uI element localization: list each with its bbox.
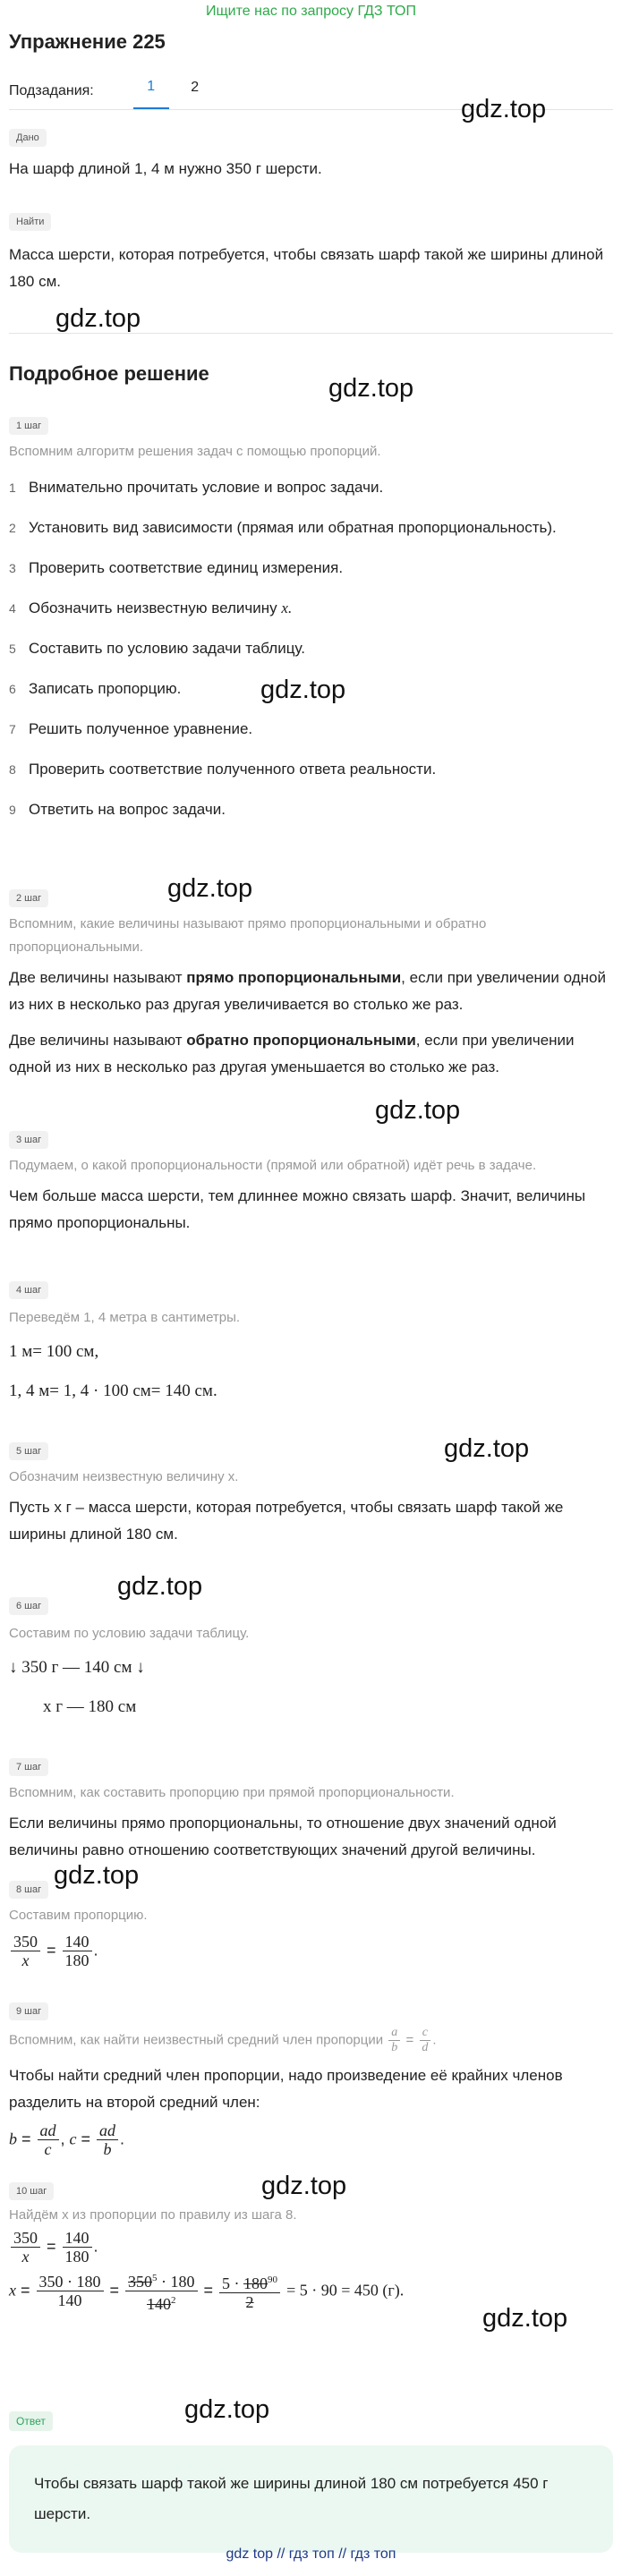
watermark: gdz.top <box>55 304 141 333</box>
given-badge: Дано <box>9 129 47 147</box>
solution-formula: x = $\frac{350 \cdot 180}{140}$ = $\frac{350^5 \cdot 180}{140^2}$ = $\frac{5 \cdot 180^{90}}{2}$ = 5 · 90 = 450 (г). <box>9 2269 613 2313</box>
step-7 <box>9 1756 613 1864</box>
list-item: 3 Проверить соответствие единиц измерения. <box>9 559 344 576</box>
step-6 <box>9 1595 613 1721</box>
step-intro: Вспомним алгоритм решения задач с помощью пропорций. <box>9 444 381 459</box>
proportion-formula: $\frac{350}{x}$ = $\frac{140}{180}$ . <box>9 1933 613 1969</box>
answer-section <box>9 2411 613 2431</box>
solution-section <box>9 362 613 386</box>
step-badge: 6 шаг <box>9 1597 48 1615</box>
watermark: gdz.top <box>482 2304 568 2333</box>
footer-links[interactable]: gdz top // гдз топ // гдз топ <box>226 2546 396 2562</box>
step-intro: Вспомним, какие величины называют прямо пропорциональными и обратно пропорциональными. <box>9 916 487 955</box>
conversion-line-1: 1 м= 100 см, <box>9 1342 99 1361</box>
page-title: Упражнение 225 <box>9 30 166 53</box>
list-item: 2 Установить вид зависимости (прямая или обратная пропорциональность). <box>9 519 557 536</box>
proportion-formula: $\frac{350}{x}$ = $\frac{140}{180}$ . <box>9 2229 613 2266</box>
algorithm-list <box>9 474 613 823</box>
tab-subtask-1[interactable]: 1 <box>133 73 169 109</box>
step-text: Если величины прямо пропорциональны, то отношение двух значений одной величины равно отношению соответствующих значений другой величины. <box>9 1815 557 1858</box>
find-badge: Найти <box>9 213 51 231</box>
step-badge: 9 шаг <box>9 2002 48 2020</box>
step-intro: Составим пропорцию. <box>9 1908 148 1923</box>
watermark: gdz.top <box>444 1434 530 1463</box>
watermark: gdz.top <box>461 95 547 123</box>
table-row-1: ↓ 350 г — 140 см ↓ <box>9 1658 145 1677</box>
step-1 <box>9 415 613 837</box>
list-item: 5 Составить по условию задачи таблицу. <box>9 640 305 657</box>
top-search-link[interactable]: Ищите нас по запросу ГДЗ ТОП <box>206 4 416 19</box>
watermark: gdz.top <box>375 1096 461 1125</box>
step-intro: Найдём x из пропорции по правилу из шага 8. <box>9 2207 297 2223</box>
step-4 <box>9 1279 613 1405</box>
step-badge: 3 шаг <box>9 1131 48 1149</box>
watermark: gdz.top <box>54 1861 140 1890</box>
list-item: 7 Решить полученное уравнение. <box>9 720 253 737</box>
watermark: gdz.top <box>328 374 414 403</box>
step-text: Пусть x г – масса шерсти, которая потребуется, чтобы связать шарф такой же ширины длиной 180 см. <box>9 1499 564 1543</box>
watermark: gdz.top <box>184 2395 270 2424</box>
answer-box: Чтобы связать шарф такой же ширины длиной 180 см потребуется 450 г шерсти. <box>9 2445 613 2553</box>
subtasks-label: Подзадания: <box>9 83 94 98</box>
step-9 <box>9 2001 613 2158</box>
step-badge: 4 шаг <box>9 1281 48 1299</box>
tab-subtask-2[interactable]: 2 <box>191 80 200 95</box>
step-text: Чтобы найти средний член пропорции, надо произведение её крайних членов разделить на второй средний член: <box>9 2067 563 2111</box>
find-text: Масса шерсти, которая потребуется, чтобы связать шарф такой же ширины длиной 180 см. <box>9 246 604 290</box>
step-8 <box>9 1879 613 1969</box>
list-item: 1 Внимательно прочитать условие и вопрос задачи. <box>9 479 384 496</box>
given-section <box>9 127 613 183</box>
watermark: gdz.top <box>260 676 346 704</box>
step-intro: Вспомним, как составить пропорцию при прямой пропорциональности. <box>9 1785 455 1800</box>
step-badge: 7 шаг <box>9 1758 48 1776</box>
direct-proportion-text: Две величины называют прямо пропорциональными, если при увеличении одной из них в несколько раз другая увеличивается во столько же раз. <box>9 969 606 1013</box>
step-badge: 8 шаг <box>9 1881 48 1899</box>
step-intro: Составим по условию задачи таблицу. <box>9 1626 250 1641</box>
step-text: Чем больше масса шерсти, тем длиннее можно связать шарф. Значит, величины прямо пропорциональны. <box>9 1187 586 1231</box>
watermark: gdz.top <box>167 874 253 903</box>
step-badge: 1 шаг <box>9 417 48 435</box>
list-item: 6 Записать пропорцию. <box>9 680 182 697</box>
middle-term-formula: b = $\frac{ad}{c}$ , c = $\frac{ad}{b}$ . <box>9 2121 125 2158</box>
step-intro: Подумаем, о какой пропорциональности (прямой или обратной) идёт речь в задаче. <box>9 1158 537 1173</box>
given-text: На шарф длиной 1, 4 м нужно 350 г шерсти. <box>9 160 322 177</box>
watermark: gdz.top <box>117 1572 203 1601</box>
conversion-line-2: 1, 4 м= 1, 4 · 100 см= 140 см. <box>9 1382 217 1400</box>
solution-title: Подробное решение <box>9 362 209 385</box>
watermark: gdz.top <box>261 2172 347 2200</box>
answer-badge: Ответ <box>9 2411 53 2431</box>
find-section <box>9 211 613 295</box>
step-intro: Переведём 1, 4 метра в сантиметры. <box>9 1310 241 1325</box>
step-2 <box>9 888 613 1081</box>
step-3 <box>9 1129 613 1237</box>
list-item: 4 Обозначить неизвестную величину x. <box>9 599 293 616</box>
list-item: 9 Ответить на вопрос задачи. <box>9 801 226 818</box>
table-row-2: x г — 180 см <box>43 1697 137 1716</box>
step-intro: Обозначим неизвестную величину x. <box>9 1469 239 1484</box>
step-badge: 10 шаг <box>9 2182 54 2200</box>
step-badge: 2 шаг <box>9 889 48 907</box>
step-badge: 5 шаг <box>9 1442 48 1460</box>
list-item: 8 Проверить соответствие полученного ответа реальности. <box>9 761 437 778</box>
step-intro: Вспомним, как найти неизвестный средний член пропорции $\frac{a}{b}$ = $\frac{c}{d}$ . <box>9 2026 437 2054</box>
inverse-proportion-text: Две величины называют обратно пропорциональными, если при увеличении одной из них в несколько раз другая уменьшается во столько же раз. <box>9 1032 575 1075</box>
